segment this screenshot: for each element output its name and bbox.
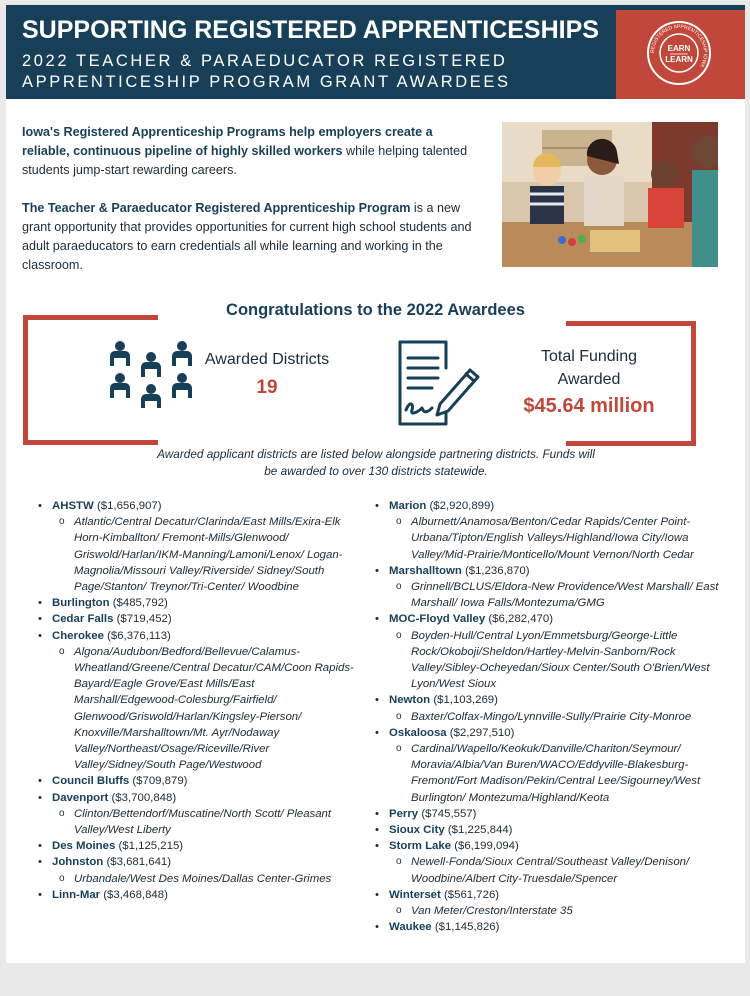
intro-p1-bold: Iowa's Registered Apprenticeship Programs help employers create a reliable, continuous pipeline of highly skilled workers xyxy=(22,125,433,158)
partner-districts: o Atlantic/Central Decatur/Clarinda/East Mills/Exira-Elk Horn-Kimballton/ Fremont-Mills/Glenwood/ Griswold/Harlan/IKM-Manning/Lamoni/Lenox/ Logan-Magnolia/Missouri Valley/Riverside/ Sidney/South Page/Stanton/ Treynor/Tri-Center/ Woodbine xyxy=(36,514,356,595)
intro-p2-bold: The Teacher & Paraeducator Registered Apprenticeship Program xyxy=(22,201,411,215)
awardee-amount: ($1,656,907) xyxy=(96,500,162,512)
awardee-item xyxy=(36,790,356,806)
flyer-page xyxy=(6,5,745,963)
awardee-item xyxy=(373,563,723,579)
total-funding-label xyxy=(484,345,694,391)
awardee-amount: ($3,700,848) xyxy=(111,791,177,804)
awardee-item xyxy=(373,692,723,708)
awardee-amount: ($709,879) xyxy=(132,775,188,788)
subtitle-line-2: APPRENTICESHIP PROGRAM GRANT AWARDEES xyxy=(22,73,511,91)
partner-districts: o Van Meter/Creston/Interstate 35 xyxy=(373,903,723,919)
awardee-district-name: Storm Lake xyxy=(389,840,452,853)
awardee-item xyxy=(36,838,356,854)
awardee-amount: ($1,103,269) xyxy=(433,694,498,707)
intro-p2-rest: is a new grant opportunity that provides opportunities for current high school students and adult paraeducators to earn credentials all while learning and working in the classroom. xyxy=(22,201,472,272)
partner-districts: o Algona/Audubon/Bedford/Bellevue/Calamus-Wheatland/Greene/Central Decatur/CAM/Coon Rapids-Bayard/Eagle Grove/East Mills/East Marshall/Edgewood-Colesburg/Fairfield/ Glenwood/Griswold/Harlan/Kingsley-Pierson/ Knoxville/Marshalltown/Mt. Ayr/Nodaway Valley/Northeast/Osage/Riceville/River Valley/Sidney/South Page/Westwood xyxy=(36,644,356,774)
awardee-amount: ($485,792) xyxy=(112,597,168,610)
awardee-item xyxy=(36,854,356,870)
logo-panel xyxy=(616,10,745,99)
total-funding-label-line-2: Awarded xyxy=(557,371,621,388)
awardee-district-name: AHSTW xyxy=(52,500,94,512)
awardee-item xyxy=(373,822,723,838)
awardee-district-name: Marshalltown xyxy=(389,564,462,577)
earn-and-learn-logo xyxy=(646,20,712,86)
awardee-district-name: Sioux City xyxy=(389,824,445,837)
awardee-amount: ($3,468,848) xyxy=(103,888,168,901)
awardee-district-name: Burlington xyxy=(52,597,110,610)
total-funding-amount: $45.64 million xyxy=(523,395,655,417)
awardee-district-name: Des Moines xyxy=(52,840,116,853)
awardee-item xyxy=(36,611,356,627)
awardee-item xyxy=(36,887,356,903)
awardee-item xyxy=(36,628,356,644)
awardee-district-name: Newton xyxy=(389,694,431,707)
awardees-list-right xyxy=(373,498,723,935)
awardee-item xyxy=(373,838,723,854)
awardee-district-name: Marion xyxy=(389,500,427,512)
intro-text xyxy=(22,123,472,294)
awardee-item xyxy=(373,725,723,741)
awardee-district-name: Winterset xyxy=(389,888,441,901)
awardee-district-name: Cherokee xyxy=(52,629,104,642)
intro-paragraph-2 xyxy=(22,199,472,275)
awardee-amount: ($3,681,641) xyxy=(106,856,172,869)
page-subtitle xyxy=(22,51,511,93)
intro-paragraph-1 xyxy=(22,123,472,180)
awardee-district-name: MOC-Floyd Valley xyxy=(389,613,486,626)
awardee-item xyxy=(373,919,723,935)
awardee-amount: ($1,236,870) xyxy=(464,564,530,577)
awardee-amount: ($1,125,215) xyxy=(118,840,184,853)
awardee-item xyxy=(373,806,723,822)
awarded-districts-label: Awarded Districts xyxy=(204,351,330,368)
partner-districts: o Newell-Fonda/Sioux Central/Southeast Valley/Denison/ Woodbine/Albert City-Truesdale/Spencer xyxy=(373,854,723,886)
subtitle-line-1: 2022 TEACHER & PARAEDUCATOR REGISTERED xyxy=(22,52,508,70)
partner-districts: o Boyden-Hull/Central Lyon/Emmetsburg/George-Little Rock/Okoboji/Sheldon/Hartley-Melvin-Sanborn/Rock Valley/Sibley-Ocheyedan/Sioux Center/South O'Brien/West Lyon/West Sioux xyxy=(373,628,723,693)
logo-text-earn: EARN xyxy=(667,44,691,53)
partner-districts: o Urbandale/West Des Moines/Dallas Center-Grimes xyxy=(36,871,356,887)
awardee-amount: ($2,920,899) xyxy=(429,500,495,512)
awardee-amount: ($561,726) xyxy=(443,888,500,901)
page-title: SUPPORTING REGISTERED APPRENTICESHIPS xyxy=(22,16,599,44)
awardee-amount: ($745,557) xyxy=(421,807,477,820)
awardee-district-name: Council Bluffs xyxy=(52,775,130,788)
awardee-district-name: Oskaloosa xyxy=(389,726,447,739)
awardee-item xyxy=(36,773,356,789)
awardee-district-name: Waukee xyxy=(389,921,432,934)
partner-districts: o Alburnett/Anamosa/Benton/Cedar Rapids/Center Point-Urbana/Tipton/English Valleys/Highland/Iowa City/Iowa Valley/Mid-Prairie/Monticello/Mount Vernon/North Cedar xyxy=(373,514,723,563)
awarded-districts-count: 19 xyxy=(256,377,278,398)
classroom-photo xyxy=(502,122,718,267)
intro-p1-rest: while helping talented students jump-start rewarding careers. xyxy=(22,144,468,177)
awardee-district-name: Cedar Falls xyxy=(52,613,114,626)
awardee-amount: ($1,225,844) xyxy=(447,824,513,837)
total-funding-label-line-1: Total Funding xyxy=(540,348,638,365)
signed-contract-icon xyxy=(392,338,484,428)
logo-ring-text: REGISTERED APPRENTICESHIP IOWA xyxy=(649,23,709,69)
awardee-amount: ($2,297,510) xyxy=(449,726,515,739)
awardee-item xyxy=(373,887,723,903)
awardee-district-name: Davenport xyxy=(52,791,109,804)
awardee-item xyxy=(36,498,356,514)
partner-districts: o Baxter/Colfax-Mingo/Lynnville-Sully/Prairie City-Monroe xyxy=(373,709,723,725)
awardee-district-name: Linn-Mar xyxy=(52,888,101,901)
awardee-item xyxy=(373,498,723,514)
awardee-amount: ($6,199,094) xyxy=(454,840,519,853)
awardee-item xyxy=(36,595,356,611)
people-group-icon xyxy=(106,340,196,408)
awardee-amount: ($6,376,113) xyxy=(107,629,171,642)
awardee-district-name: Perry xyxy=(389,807,419,820)
partner-districts: o Cardinal/Wapello/Keokuk/Danville/Chariton/Seymour/ Moravia/Albia/Van Buren/WACO/Eddyville-Blakesburg-Fremont/Fort Madison/Pekin/Central Lee/Sigourney/West Burlington/ Montezuma/Highland/Keota xyxy=(373,741,723,806)
partner-districts: o Grinnell/BCLUS/Eldora-New Providence/West Marshall/ East Marshall/ Iowa Falls/Montezuma/GMG xyxy=(373,579,723,611)
partner-districts: o Clinton/Bettendorf/Muscatine/North Scott/ Pleasant Valley/West Liberty xyxy=(36,806,356,838)
awardee-amount: ($1,145,826) xyxy=(434,921,500,934)
awardees-note: Awarded applicant districts are listed below alongside partnering districts. Funds will be awarded to over 130 districts statewide. xyxy=(157,447,595,478)
awardees-heading: Congratulations to the 2022 Awardees xyxy=(226,301,525,319)
awardee-amount: ($719,452) xyxy=(116,613,172,626)
awardee-amount: ($6,282,470) xyxy=(488,613,553,626)
logo-text-learn: LEARN xyxy=(665,55,693,64)
awardee-item xyxy=(373,611,723,627)
awardee-district-name: Johnston xyxy=(52,856,104,869)
awardees-list-left xyxy=(36,498,356,903)
